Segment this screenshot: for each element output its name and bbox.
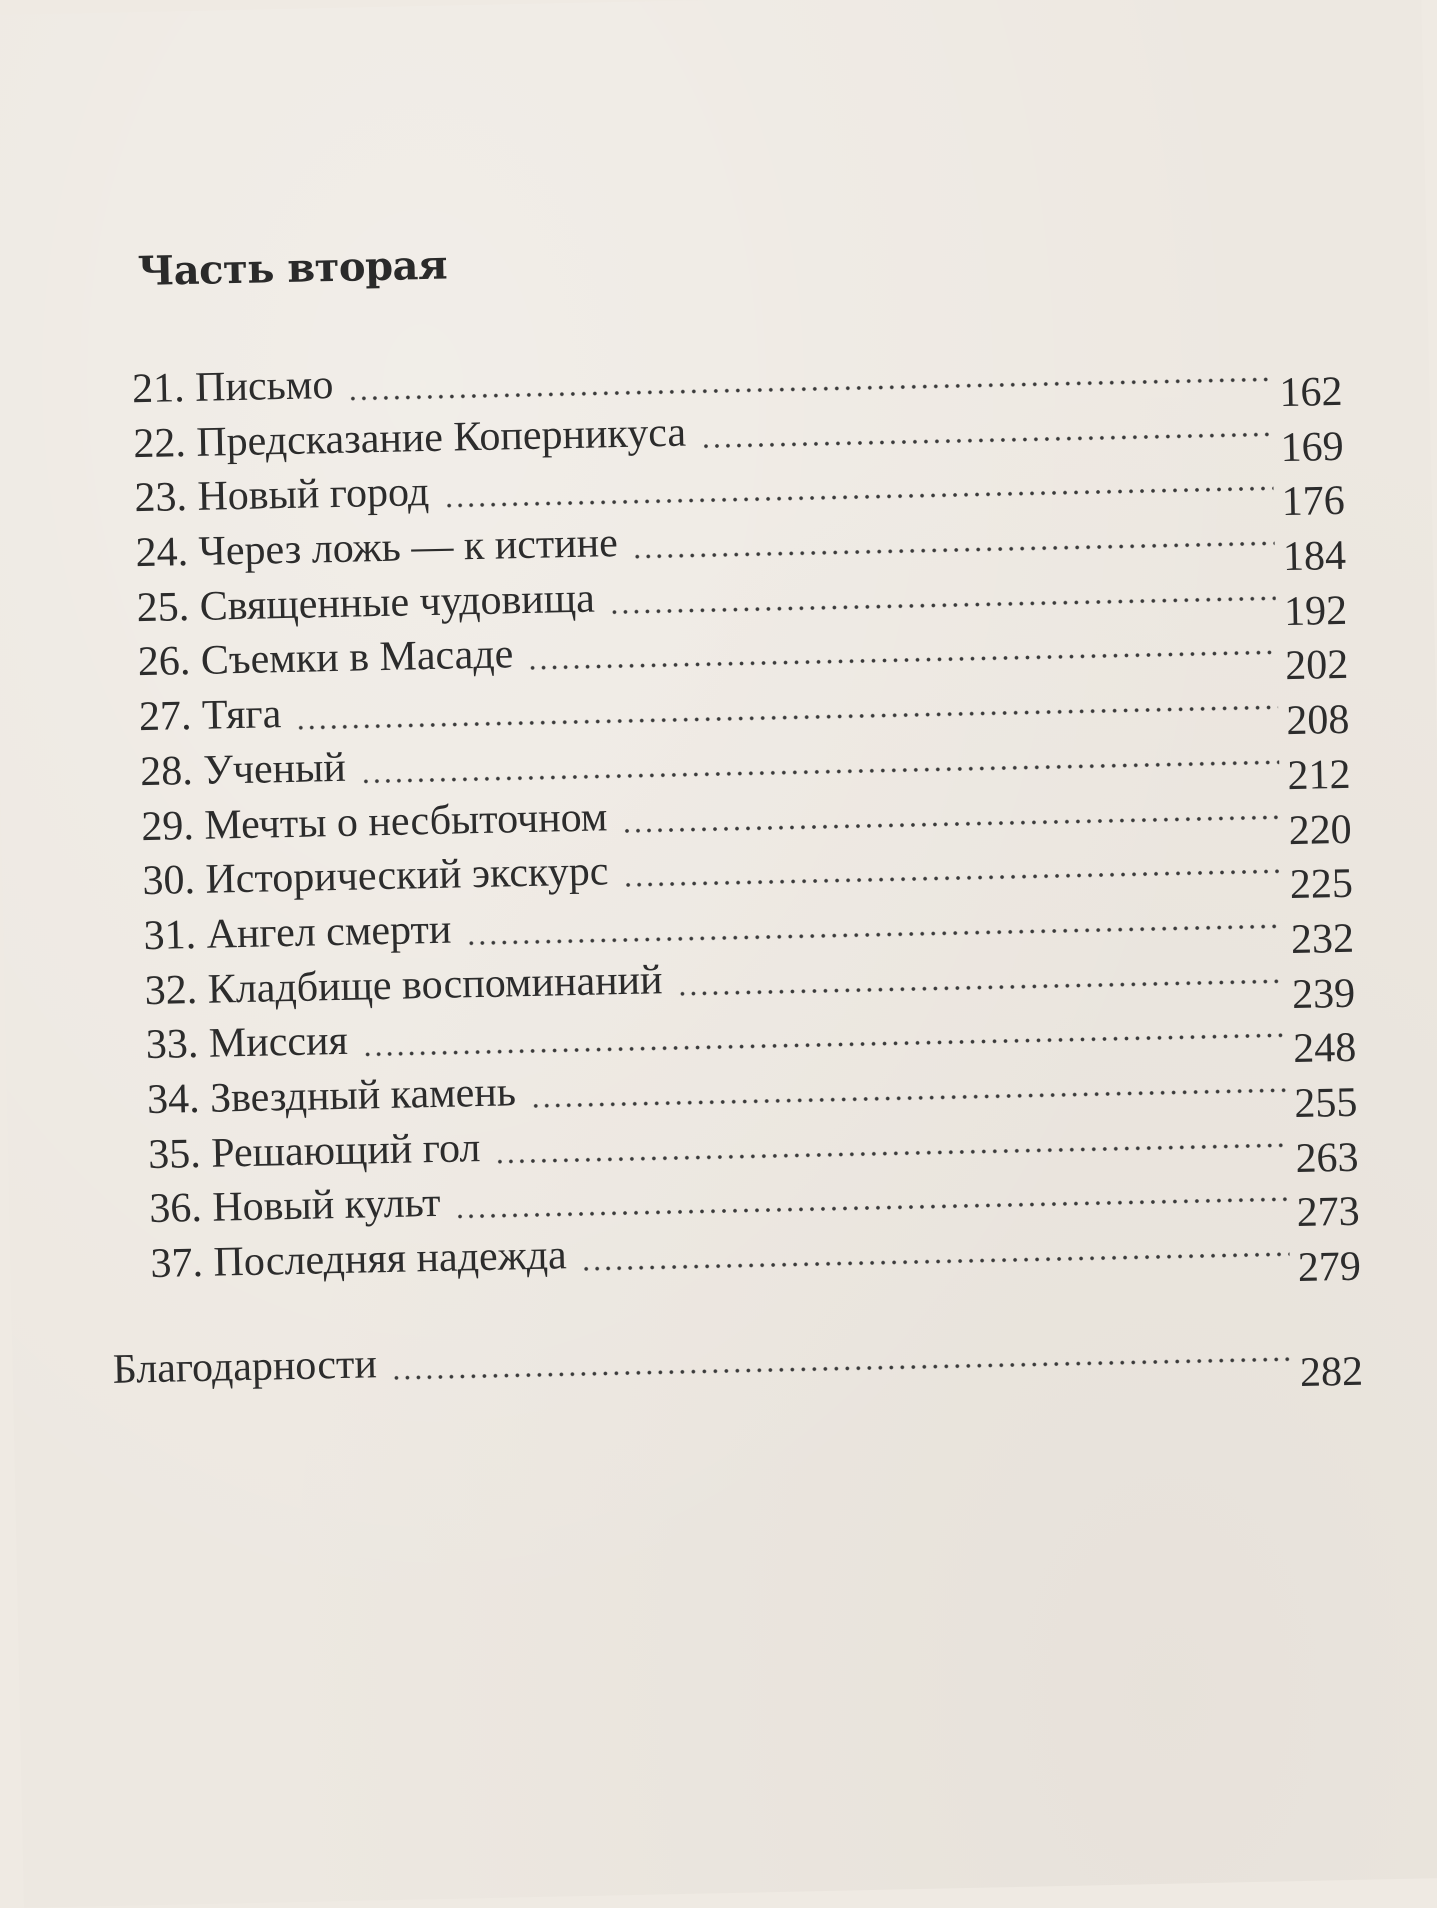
- toc-entry-title: 22. Предсказание Коперникуса: [132, 409, 687, 467]
- dot-leader: [632, 540, 1275, 559]
- bleed-through-text: [965, 49, 1346, 97]
- dot-leader: [391, 1356, 1292, 1381]
- table-of-contents: [132, 337, 1361, 1292]
- part-heading: Часть вторая: [137, 241, 448, 296]
- toc-entry-title: 30. Исторический экскурс: [141, 848, 609, 905]
- toc-entry-page: 248: [1292, 1024, 1357, 1073]
- toc-entry-page: 282: [1299, 1348, 1364, 1396]
- toc-entry-title: 37. Последняя надежда: [150, 1232, 568, 1288]
- toc-entry-page: 273: [1296, 1188, 1361, 1237]
- toc-entry-title: 25. Священные чудовища: [136, 575, 596, 631]
- toc-entry-page: 176: [1281, 478, 1346, 526]
- toc-entry-page: 225: [1289, 860, 1354, 909]
- dot-leader: [700, 431, 1272, 449]
- toc-entry-title: 36. Новый культ: [148, 1180, 441, 1233]
- toc-entry-title: 31. Ангел смерти: [143, 906, 452, 959]
- toc-entry-page: 162: [1279, 368, 1343, 417]
- dot-leader: [581, 1251, 1290, 1272]
- toc-entry-title: 27. Тяга: [138, 691, 282, 741]
- toc-entry-title: 26. Съемки в Масаде: [137, 631, 514, 686]
- toc-entry-page: 208: [1285, 696, 1350, 745]
- dot-leader: [621, 814, 1280, 834]
- toc-entry-title: 28. Ученый: [139, 744, 347, 795]
- toc-entry-title: 24. Через ложь — к истине: [135, 520, 619, 577]
- toc-entry-title: Благодарности: [112, 1341, 378, 1393]
- toc-entry-page: 220: [1288, 806, 1353, 854]
- toc-entry-title: 33. Миссия: [145, 1018, 349, 1069]
- toc-entry-title: 34. Звездный камень: [146, 1069, 517, 1123]
- toc-entry-title: 23. Новый город: [133, 469, 430, 522]
- toc-entry-page: 192: [1283, 587, 1348, 635]
- toc-entry-page: 202: [1284, 642, 1349, 690]
- toc-entry-acknowledgements: [112, 1317, 1364, 1433]
- toc-entry-title: 29. Мечты о несбыточном: [140, 793, 608, 850]
- toc-entry-page: 212: [1287, 751, 1351, 799]
- toc-entry-page: 184: [1282, 532, 1347, 581]
- toc-entry-title: 21. Письмо: [131, 361, 334, 413]
- dot-leader: [677, 978, 1284, 997]
- dot-leader: [609, 595, 1276, 615]
- toc-entry-title: 32. Кладбище воспоминаний: [144, 956, 663, 1014]
- toc-entry-page: 263: [1295, 1134, 1360, 1182]
- toc-entry-page: 232: [1290, 915, 1355, 963]
- toc-entry-page: 255: [1293, 1079, 1358, 1127]
- toc-entry-title: 35. Решающий гол: [147, 1124, 481, 1178]
- toc-entry-page: 279: [1297, 1243, 1362, 1291]
- dot-leader: [623, 868, 1282, 888]
- toc-entry-page: 169: [1280, 423, 1345, 471]
- toc-entry-page: 239: [1291, 970, 1356, 1018]
